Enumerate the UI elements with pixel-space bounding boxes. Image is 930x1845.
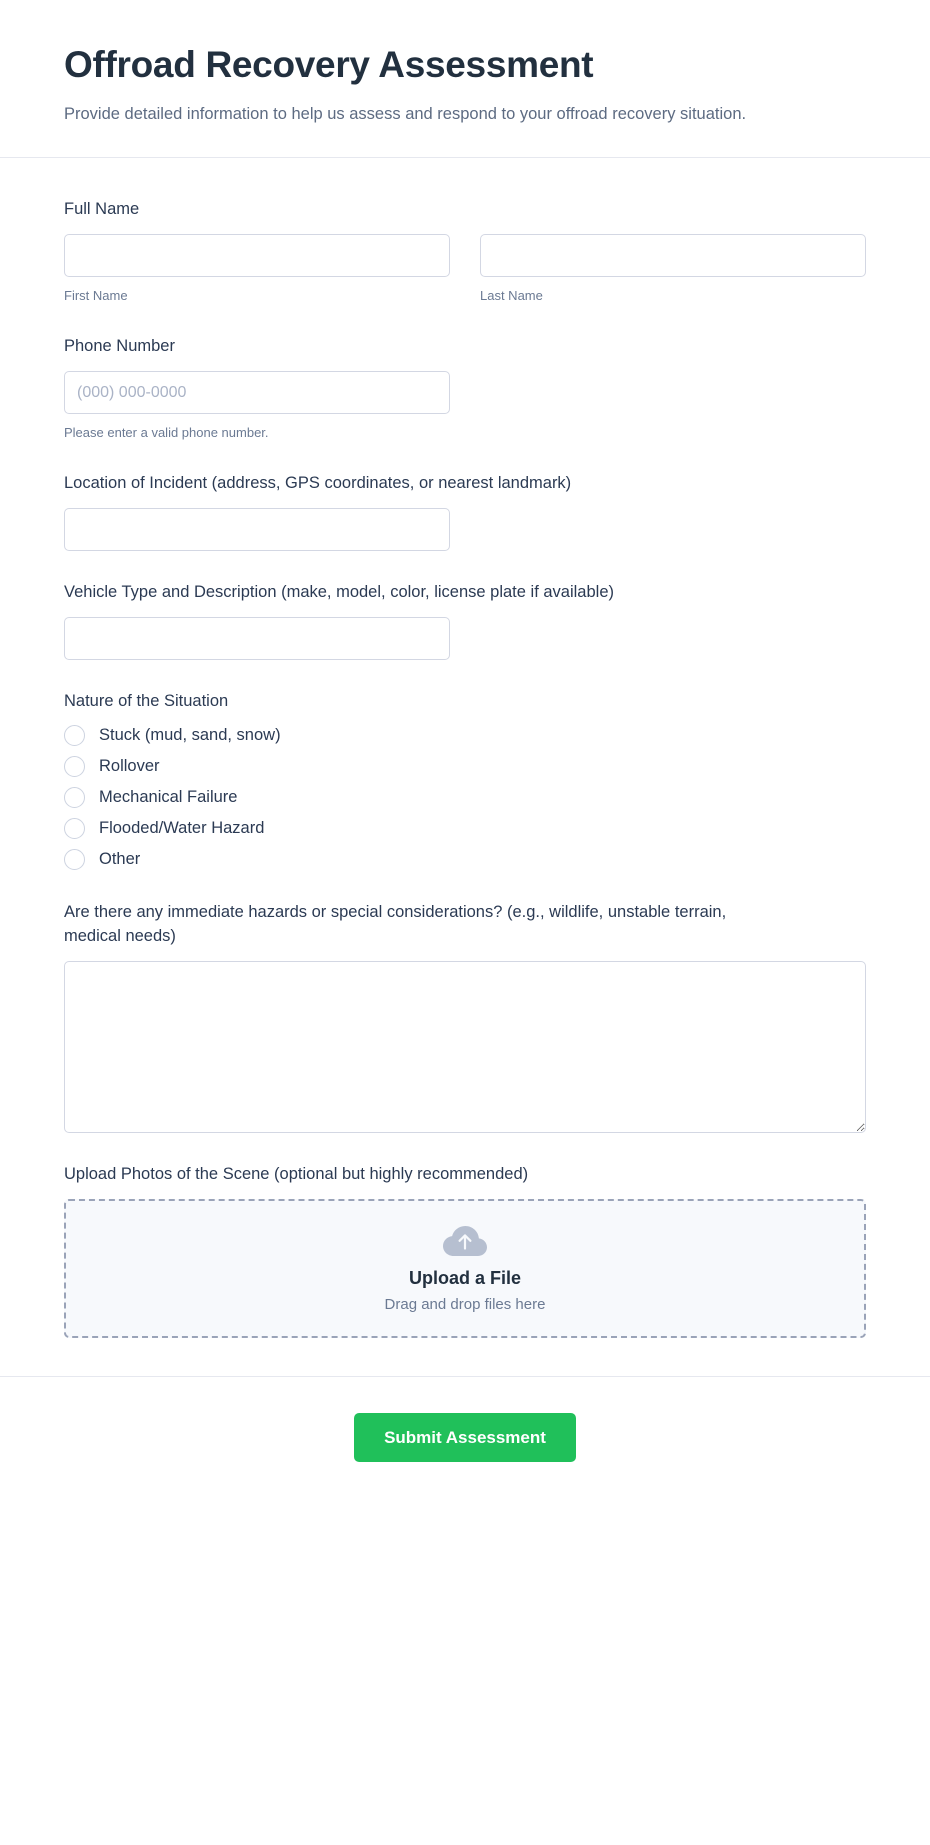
submit-assessment-button[interactable]: Submit Assessment	[354, 1413, 576, 1462]
field-hazards	[64, 901, 866, 1133]
dropzone-hint: Drag and drop files here	[384, 1295, 546, 1313]
radio-option-3[interactable]	[64, 817, 866, 840]
first-name-input[interactable]	[64, 234, 450, 277]
last-name-group	[480, 234, 866, 305]
radio-option-label: Mechanical Failure	[99, 787, 238, 806]
radio-circle-icon[interactable]	[64, 756, 85, 777]
form-header	[0, 0, 930, 158]
vehicle-input[interactable]	[64, 617, 450, 660]
field-vehicle	[64, 581, 866, 660]
radio-option-4[interactable]	[64, 848, 866, 871]
radio-option-label: Stuck (mud, sand, snow)	[99, 725, 281, 744]
form-body	[0, 158, 930, 1338]
full-name-label: Full Name	[64, 200, 140, 219]
vehicle-label: Vehicle Type and Description (make, model, color, license plate if available)	[64, 582, 614, 601]
radio-circle-icon[interactable]	[64, 849, 85, 870]
radio-option-label: Flooded/Water Hazard	[99, 818, 265, 837]
situation-radio-group	[64, 724, 866, 871]
radio-circle-icon[interactable]	[64, 787, 85, 808]
hazards-label: Are there any immediate hazards or special considerations? (e.g., wildlife, unstable terrain, medical needs)	[64, 903, 727, 946]
last-name-sublabel: Last Name	[480, 288, 543, 304]
situation-label: Nature of the Situation	[64, 691, 229, 710]
field-phone-number	[64, 335, 866, 442]
location-label: Location of Incident (address, GPS coordinates, or nearest landmark)	[64, 473, 572, 492]
field-situation	[64, 690, 866, 871]
field-full-name	[64, 198, 866, 305]
upload-label: Upload Photos of the Scene (optional but highly recommended)	[64, 1164, 529, 1183]
full-name-row	[64, 234, 866, 305]
phone-number-input[interactable]	[64, 371, 450, 414]
radio-option-label: Other	[99, 850, 141, 869]
file-dropzone[interactable]	[64, 1199, 866, 1338]
first-name-sublabel: First Name	[64, 288, 128, 304]
radio-option-2[interactable]	[64, 786, 866, 809]
page-subtitle: Provide detailed information to help us assess and respond to your offroad recovery situation.	[64, 104, 747, 123]
phone-help-text: Please enter a valid phone number.	[64, 425, 269, 440]
first-name-group	[64, 234, 450, 305]
radio-option-1[interactable]	[64, 755, 866, 778]
phone-number-label: Phone Number	[64, 337, 175, 356]
radio-option-0[interactable]	[64, 724, 866, 747]
field-location	[64, 472, 866, 551]
form-footer	[0, 1376, 930, 1502]
radio-option-label: Rollover	[99, 756, 160, 775]
field-upload	[64, 1163, 866, 1338]
radio-circle-icon[interactable]	[64, 725, 85, 746]
cloud-upload-icon	[442, 1224, 488, 1258]
dropzone-title: Upload a File	[408, 1267, 522, 1288]
last-name-input[interactable]	[480, 234, 866, 277]
page-title: Offroad Recovery Assessment	[64, 44, 594, 85]
location-input[interactable]	[64, 508, 450, 551]
radio-circle-icon[interactable]	[64, 818, 85, 839]
hazards-textarea[interactable]	[64, 961, 866, 1133]
